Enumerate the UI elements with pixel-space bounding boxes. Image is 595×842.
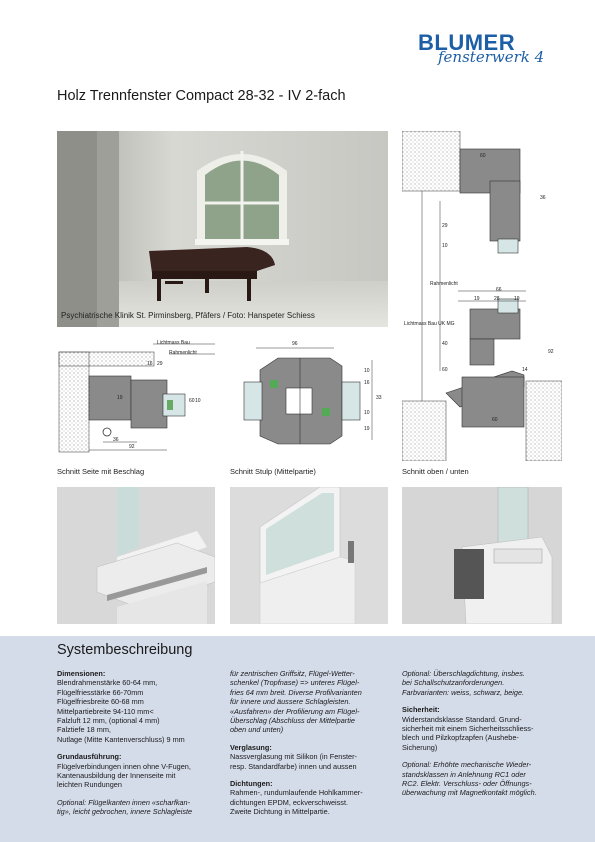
text-line: Optional: Erhöhte mechanische Wieder- xyxy=(402,760,532,770)
text-line: Zweite Dichtung in Mittelpartie. xyxy=(230,807,330,817)
dim-label: 60 xyxy=(492,417,498,423)
dim-label: 19 xyxy=(514,296,520,302)
page-title: Holz Trennfenster Compact 28-32 - IV 2-fach xyxy=(57,88,346,104)
dim-label: 19 xyxy=(474,296,480,302)
column-1 xyxy=(57,669,217,825)
text-line: fries 64 mm breit. Diverse Profilvarianten xyxy=(230,687,362,697)
text-line: Flügelverbindungen innen ohne V-Fugen, xyxy=(57,761,191,771)
photo-caption: Psychiatrische Klinik St. Pirminsberg, Pfäfers / Foto: Hanspeter Schiess xyxy=(61,311,315,320)
caption-side: Schnitt Seite mit Beschlag xyxy=(57,467,145,476)
text-line: Rahmen-, rundumlaufende Hohlkammer- xyxy=(230,788,363,798)
dim-label: 14 xyxy=(522,367,528,373)
dim-label: 28 xyxy=(494,296,500,302)
dim-label: 10 xyxy=(364,410,370,416)
section-title: Systembeschreibung xyxy=(57,642,193,658)
text-line: RC2. Elektr. Verschluss- oder Öffnungs- xyxy=(402,779,532,789)
text-line: Überschlag (Abschluss der Mittelpartie xyxy=(230,716,355,726)
text-line: Optional: Flügelkanten innen «scharfkan- xyxy=(57,797,191,807)
sicherheit-heading: Sicherheit: xyxy=(402,705,440,715)
text-line: Farbvarianten: weiss, schwarz, beige. xyxy=(402,687,525,697)
dim-label: 92 xyxy=(548,349,554,355)
dim-label: 36 xyxy=(540,195,546,201)
brand-logo: BLUMER xyxy=(418,30,516,55)
dim-label: Lichtmass Bau xyxy=(157,340,190,346)
dim-label: 16 xyxy=(147,361,153,367)
product-photo-corner xyxy=(57,487,215,624)
dim-label: 40 xyxy=(442,341,448,347)
text-line: für zentrischen Griffsitz, Flügel-Wetter- xyxy=(230,669,355,678)
drawing-side-section xyxy=(57,340,215,461)
text-line: bei Schallschutzanforderungen. xyxy=(402,678,505,688)
product-photo-cutaway xyxy=(402,487,562,624)
text-line: tig», leicht gebrochen, innere Schlagleiste xyxy=(57,807,193,817)
text-line: Widerstandsklasse Standard. Grund- xyxy=(402,714,522,724)
text-line: Falztiefe 18 mm, xyxy=(57,725,111,735)
dim-label: 19 xyxy=(364,426,370,432)
text-line: Kantenausbildung der Innenseite mit xyxy=(57,771,176,781)
dim-label: 16 xyxy=(364,380,370,386)
dim-label: 36 xyxy=(113,437,119,443)
dim-label: Rahmenlicht xyxy=(169,350,197,356)
text-line: blech und Pilzkopfzapfen (Aushebe- xyxy=(402,733,519,743)
dichtungen-heading: Dichtungen: xyxy=(230,779,273,789)
caption-mid: Schnitt Stulp (Mittelpartie) xyxy=(230,467,316,476)
dim-label: 92 xyxy=(129,444,135,450)
dim-label: 10 xyxy=(442,243,448,249)
dim-label: 60 xyxy=(189,398,195,404)
dimensions-heading: Dimensionen: xyxy=(57,669,106,678)
text-line: dichtungen EPDM, eckverschweisst. xyxy=(230,797,349,807)
text-line: Falzluft 12 mm, (optional 4 mm) xyxy=(57,716,160,726)
dim-label: 60 xyxy=(480,153,486,159)
column-2 xyxy=(230,669,395,825)
dim-label: 29 xyxy=(442,223,448,229)
text-line: Optional: Überschlagdichtung, insbes. xyxy=(402,669,525,678)
dim-label: 33 xyxy=(376,395,382,401)
text-line: schenkel (Tropfnase) => unteres Flügel- xyxy=(230,678,360,688)
dim-label: 96 xyxy=(292,341,298,347)
dim-label: Lichtmass Bau UK MG xyxy=(404,321,455,327)
text-line: Blendrahmenstärke 60-64 mm, xyxy=(57,678,158,688)
text-line: sicherheit mit einem Sicherheitsschliess- xyxy=(402,724,534,734)
text-line: resp. Standardfarbe) innen und aussen xyxy=(230,761,357,771)
text-line: Nassverglasung mit Silikon (in Fenster- xyxy=(230,752,357,762)
text-line: oben und unten) xyxy=(230,725,284,735)
room-photo xyxy=(57,131,388,327)
text-line: standsklassen in Anlehnung RC1 oder xyxy=(402,769,526,779)
dim-label: 29 xyxy=(157,361,163,367)
grund-heading: Grundausführung: xyxy=(57,752,122,762)
text-line: überwachung mit Magnetkontakt möglich. xyxy=(402,788,537,798)
text-line: Flügelfriesstärke 66-70mm xyxy=(57,687,144,697)
product-photo-sash xyxy=(230,487,388,624)
dim-label: 19 xyxy=(117,395,123,401)
text-line: Sicherung) xyxy=(402,742,438,752)
text-line: Flügelfriesbreite 60-68 mm xyxy=(57,697,144,707)
column-3 xyxy=(402,669,567,806)
text-line: «Ausfahren» der Profilierung am Flügel- xyxy=(230,706,360,716)
dim-label: Rahmenlicht xyxy=(430,281,458,287)
drawing-mid-section xyxy=(230,340,388,461)
caption-bottom: Schnitt oben / unten xyxy=(402,467,469,476)
dim-label: 66 xyxy=(496,287,502,293)
dim-label: 60 xyxy=(442,367,448,373)
text-line: Nutlage (Mitte Kantenverschluss) 9 mm xyxy=(57,734,185,744)
drawing-top-bottom-section xyxy=(402,131,562,461)
text-line: für innere und äussere Schlagleisten. xyxy=(230,697,351,707)
dim-label: 10 xyxy=(364,368,370,374)
text-line: leichten Rundungen xyxy=(57,780,122,790)
verglasung-heading: Verglasung: xyxy=(230,742,272,752)
brand-logo-sub: fensterwerk 4 xyxy=(438,48,545,66)
dim-label: 10 xyxy=(195,398,201,404)
text-line: Mittelpartiebreite 94-110 mm< xyxy=(57,706,154,716)
